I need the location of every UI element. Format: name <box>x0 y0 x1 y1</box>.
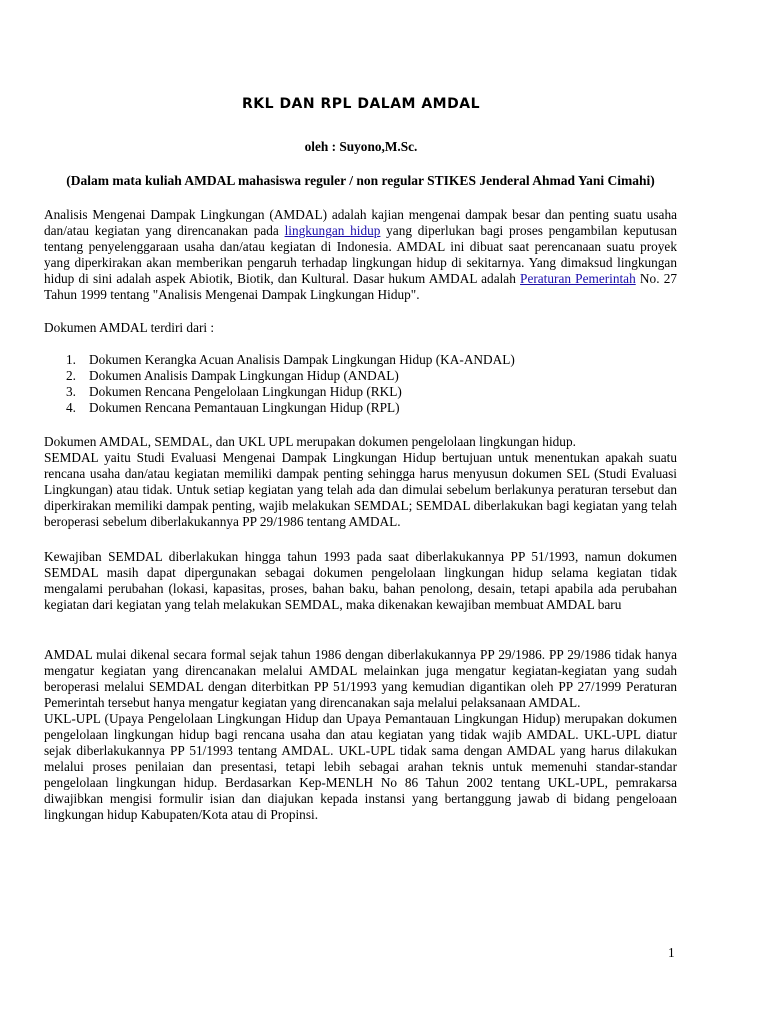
list-item <box>44 352 677 368</box>
paragraph-semdal <box>44 434 677 530</box>
paragraph-dokumen-intro: Dokumen AMDAL terdiri dari : <box>44 320 215 335</box>
paragraph-text: SEMDAL yaitu Studi Evaluasi Mengenai Dampak Lingkungan Hidup bertujuan untuk menentukan apakah suatu rencana usaha dan/atau kegiatan memiliki dampak penting sehingga harus menyusun dokumen SEL (Studi Evaluasi Lingkungan) atau tidak. Untuk setiap kegiatan yang telah ada dan dimulai sebelum berlakunya peraturan tersebut dan diperkirakan memiliki dampak penting, wajib melakukan SEMDAL; SEMDAL diberlakukan bagi kegiatan yang telah beroperasi sebelum diberlakukannya PP 29/1986 tentang AMDAL. <box>44 450 677 529</box>
list-item <box>44 368 677 384</box>
amdal-document-list <box>44 352 677 416</box>
paragraph-text: AMDAL mulai dikenal secara formal sejak tahun 1986 dengan diberlakukannya PP 29/1986. PP 29/1986 tidak hanya mengatur kegiatan yang direncanakan melalui AMDAL melainkan juga mengatur kegiatan-kegiatan yang sudah beroperasi melalui SEMDAL dengan diterbitkan PP 51/1993 yang kemudian digantikan oleh PP 27/1999 Peraturan Pemerintah tersebut hanya mengatur kegiatan yang direncanakan saja melalui pelaksanaan AMDAL. <box>44 647 677 710</box>
link-peraturan-pemerintah[interactable]: Peraturan Pemerintah <box>520 271 636 286</box>
page-number: 1 <box>668 945 675 960</box>
paragraph-amdal-ukl-upl <box>44 647 677 823</box>
list-item <box>44 384 677 400</box>
list-item-text: Dokumen Analisis Dampak Lingkungan Hidup (ANDAL) <box>89 368 399 383</box>
course-subtitle: (Dalam mata kuliah AMDAL mahasiswa reguler / non regular STIKES Jenderal Ahmad Yani Cimahi) <box>66 173 655 188</box>
list-item <box>44 400 677 416</box>
paragraph-kewajiban-semdal: Kewajiban SEMDAL diberlakukan hingga tahun 1993 pada saat diberlakukannya PP 51/1993, namun dokumen SEMDAL masih dapat dipergunakan sebagai dokumen pengelolaan lingkungan hidup selama kegiatan tidak mengalami perubahan (lokasi, kapasitas, proses, bahan baku, bahan penolong, desain, tetapi apabila ada perubahan kegiatan dari kegiatan yang telah melakukan SEMDAL, maka dikenakan kewajiban membuat AMDAL baru <box>44 549 677 612</box>
list-item-text: Dokumen Rencana Pengelolaan Lingkungan Hidup (RKL) <box>89 384 402 399</box>
list-number: 3. <box>66 384 76 399</box>
paragraph-text: No. 27 Tahun 1999 tentang "Analisis Mengenai Dampak Lingkungan Hidup". <box>44 271 677 302</box>
document-title: RKL DAN RPL DALAM AMDAL <box>242 96 480 112</box>
link-lingkungan-hidup[interactable]: lingkungan hidup <box>284 223 381 238</box>
author-line: oleh : Suyono,M.Sc. <box>304 139 418 154</box>
paragraph-text: Analisis Mengenai Dampak Lingkungan (AMDAL) adalah kajian mengenai dampak besar dan penting suatu usaha dan/atau kegiatan yang direncanakan pada <box>44 207 677 238</box>
list-number: 1. <box>66 352 76 367</box>
paragraph-text: UKL-UPL (Upaya Pengelolaan Lingkungan Hidup dan Upaya Pemantauan Lingkungan Hidup) merupakan dokumen pengelolaan lingkungan hidup bagi rencana usaha dan atau kegiatan yang tidak wajib AMDAL. UKL-UPL diatur sejak diberlakukannya PP 51/1993 tentang AMDAL. UKL-UPL tidak sama dengan AMDAL yang harus dilakukan melalui proses penilaian dan presentasi, tetapi lebih sebagai arahan teknis untuk memenuhi standar-standar pengelolaan lingkungan hidup. Berdasarkan Kep-MENLH No 86 Tahun 2002 tentang UKL-UPL, pemrakarsa diwajibkan mengisi formulir isian dan diajukan kepada instansi yang bertanggung jawab di bidang pengeloaan lingkungan hidup Kabupaten/Kota atau di Propinsi. <box>44 711 677 822</box>
paragraph-amdal-definition <box>44 207 677 303</box>
list-item-text: Dokumen Rencana Pemantauan Lingkungan Hidup (RPL) <box>89 400 400 415</box>
paragraph-text: Dokumen AMDAL, SEMDAL, dan UKL UPL merupakan dokumen pengelolaan lingkungan hidup. <box>44 434 576 449</box>
list-number: 2. <box>66 368 76 383</box>
list-number: 4. <box>66 400 76 415</box>
list-item-text: Dokumen Kerangka Acuan Analisis Dampak Lingkungan Hidup (KA-ANDAL) <box>89 352 515 367</box>
paragraph-text: yang diperlukan bagi proses pengambilan keputusan tentang penyelenggaraan usaha dan/atau kegiatan di Indonesia. AMDAL ini dibuat saat perencanaan suatu proyek yang diperkirakan akan memberikan pengaruh terhadap lingkungan hidup di sekitarnya. Yang dimaksud lingkungan hidup di sini adalah aspek Abiotik, Biotik, dan Kultural. Dasar hukum AMDAL adalah <box>44 223 677 286</box>
